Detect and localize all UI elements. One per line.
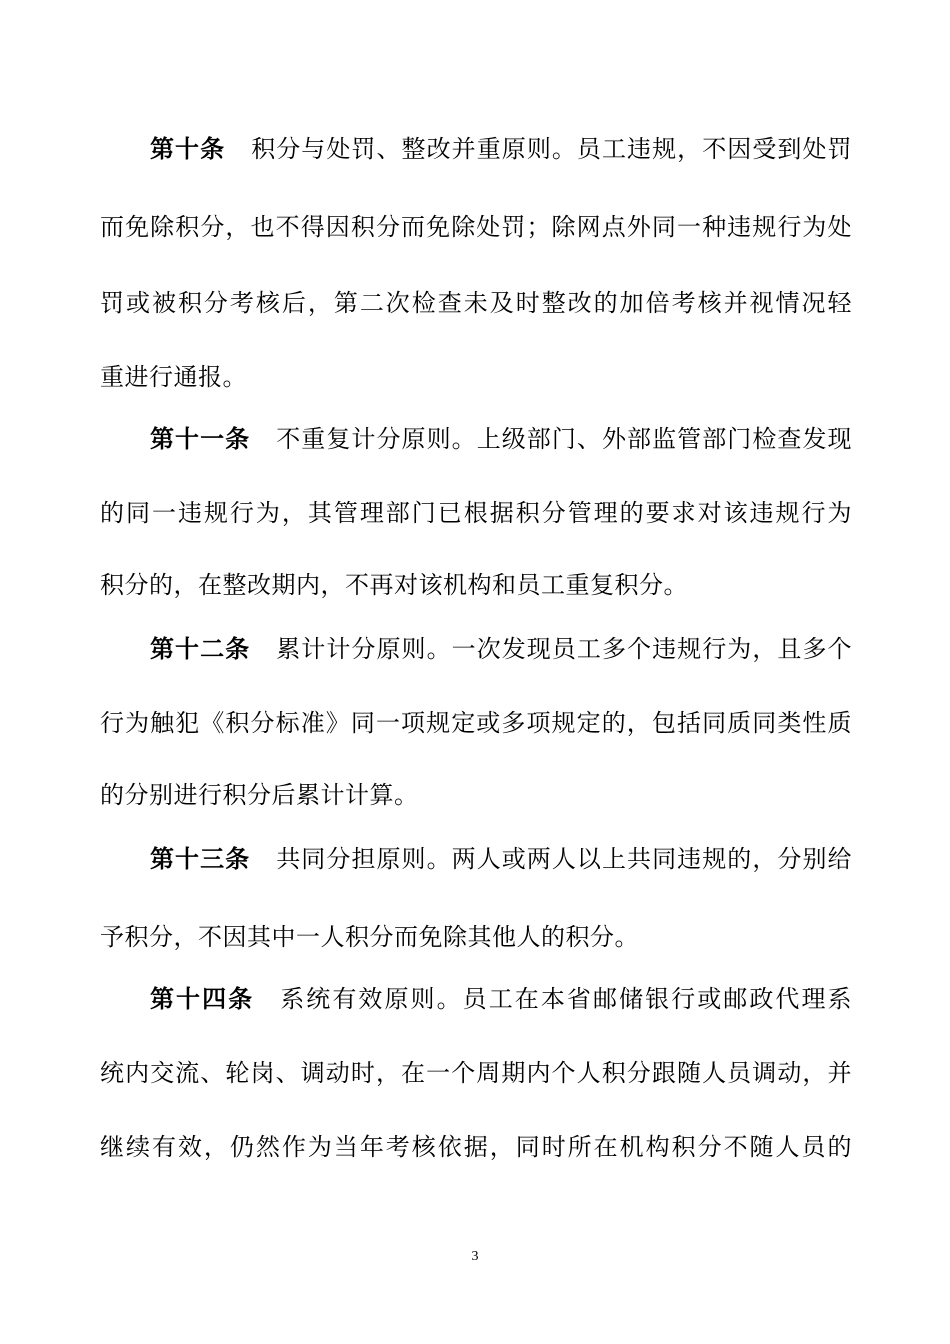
article-10-line-1 bbox=[150, 134, 852, 164]
article-12-text-1: 累计计分原则。一次发现员工多个违规行为，且多个 bbox=[276, 635, 853, 663]
article-10-line-2: 而免除积分，也不得因积分而免除处罚；除网点外同一种违规行为处 bbox=[100, 213, 852, 241]
article-11-line-2: 的同一违规行为，其管理部门已根据积分管理的要求对该违规行为 bbox=[100, 499, 852, 527]
article-11-text-1: 不重复计分原则。上级部门、外部监管部门检查发现 bbox=[276, 425, 853, 453]
article-12-line-1 bbox=[150, 634, 852, 664]
article-11-label: 第十一条 bbox=[150, 424, 251, 453]
article-13-label: 第十三条 bbox=[150, 844, 251, 873]
article-11-line-3: 积分的，在整改期内，不再对该机构和员工重复积分。 bbox=[100, 571, 688, 599]
article-14-line-1 bbox=[150, 984, 852, 1014]
article-13-text-1: 共同分担原则。两人或两人以上共同违规的，分别给 bbox=[276, 845, 853, 873]
article-13-line-1 bbox=[150, 844, 852, 874]
article-10-text-1: 积分与处罚、整改并重原则。员工违规，不因受到处罚 bbox=[251, 135, 853, 163]
article-14-label: 第十四条 bbox=[150, 984, 255, 1013]
article-14-line-2: 统内交流、轮岗、调动时，在一个周期内个人积分跟随人员调动，并 bbox=[100, 1059, 852, 1087]
page-number: 3 bbox=[471, 1249, 479, 1264]
article-14-line-3: 继续有效，仍然作为当年考核依据，同时所在机构积分不随人员的 bbox=[100, 1133, 852, 1161]
article-12-line-2: 行为触犯《积分标准》同一项规定或多项规定的，包括同质同类性质 bbox=[100, 709, 852, 737]
article-12-label: 第十二条 bbox=[150, 634, 251, 663]
article-12-line-3: 的分别进行积分后累计计算。 bbox=[100, 781, 419, 809]
article-11-line-1 bbox=[150, 424, 852, 454]
article-10-line-4: 重进行通报。 bbox=[100, 363, 247, 391]
article-14-text-1: 系统有效原则。员工在本省邮储银行或邮政代理系 bbox=[280, 985, 853, 1013]
article-10-line-3: 罚或被积分考核后，第二次检查未及时整改的加倍考核并视情况轻 bbox=[100, 289, 852, 317]
article-10-label: 第十条 bbox=[150, 134, 226, 163]
article-13-line-2: 予积分，不因其中一人积分而免除其他人的积分。 bbox=[100, 923, 639, 951]
